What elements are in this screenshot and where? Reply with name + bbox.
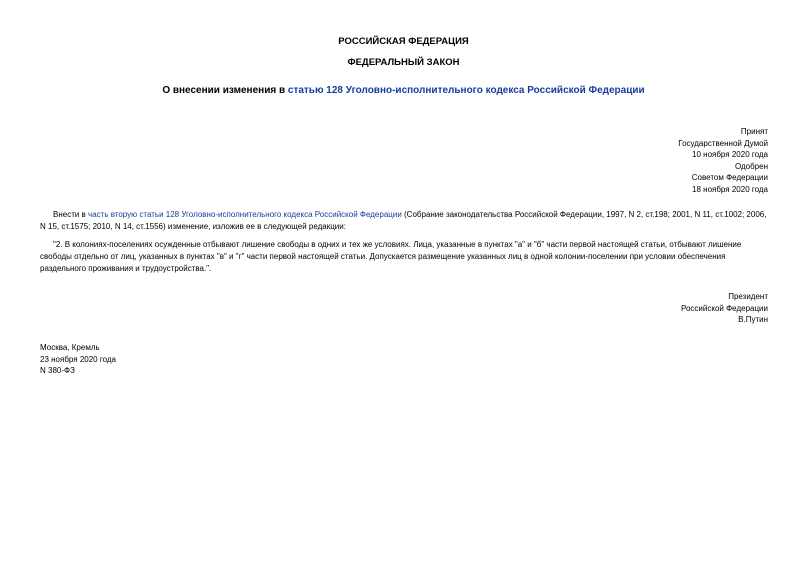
- signature-block: [681, 291, 768, 326]
- signature-line: Президент: [728, 292, 768, 301]
- signature-line: Российской Федерации: [681, 303, 768, 313]
- date-line: 23 ноября 2020 года: [40, 354, 116, 364]
- part-two-article-128-link[interactable]: часть вторую статьи 128 Уголовно-исполнительного кодекса Российской Федерации: [88, 210, 402, 219]
- approval-line: 18 ноября 2020 года: [692, 184, 768, 194]
- signatory-name: В.Путин: [738, 315, 768, 325]
- adoption-line: Принят: [740, 127, 768, 136]
- approval-line: Советом Федерации: [691, 173, 768, 183]
- adoption-line: Государственной Думой: [678, 138, 768, 148]
- place-date-block: [40, 342, 116, 377]
- article-128-link[interactable]: статью 128 Уголовно-исполнительного кодекса Российской Федерации: [287, 85, 645, 96]
- law-number: N 380-ФЗ: [40, 366, 75, 376]
- new-wording-paragraph: "2. В колониях-поселениях осужденные отбывают лишение свободы в одних и тех же условиях. Лица, указанные в пунктах "а" и "б" части первой настоящей статьи, отбывают лишение свободы отдельно от лиц, указанных в пунктах "в" и "г" части первой настоящей статьи. Допускается размещение указанных лиц в одной колонии-поселении при условии обеспечения раздельного проживания и трудоустройства.".: [40, 240, 742, 273]
- country-heading: РОССИЙСКАЯ ФЕДЕРАЦИЯ: [338, 36, 469, 47]
- amendment-suffix: (Собрание законодательства Российской Федерации, 1997, N 2, ст.198; 2001, N 11, ст.1002; 2006, N 15, ст.1575; 2010, N 14, ст.1556) изменение, изложив ее в следующей редакции:: [40, 210, 767, 231]
- amendment-paragraph: [40, 209, 770, 233]
- law-title: [0, 85, 807, 97]
- adoption-line: 10 ноября 2020 года: [692, 150, 768, 160]
- place-line: Москва, Кремль: [40, 343, 100, 352]
- law-type-heading: ФЕДЕРАЛЬНЫЙ ЗАКОН: [347, 57, 460, 68]
- law-title-prefix: О внесении изменения в: [162, 85, 288, 96]
- approval-line: Одобрен: [734, 161, 768, 171]
- amendment-prefix: Внести в: [53, 210, 89, 219]
- adoption-block: [678, 126, 768, 196]
